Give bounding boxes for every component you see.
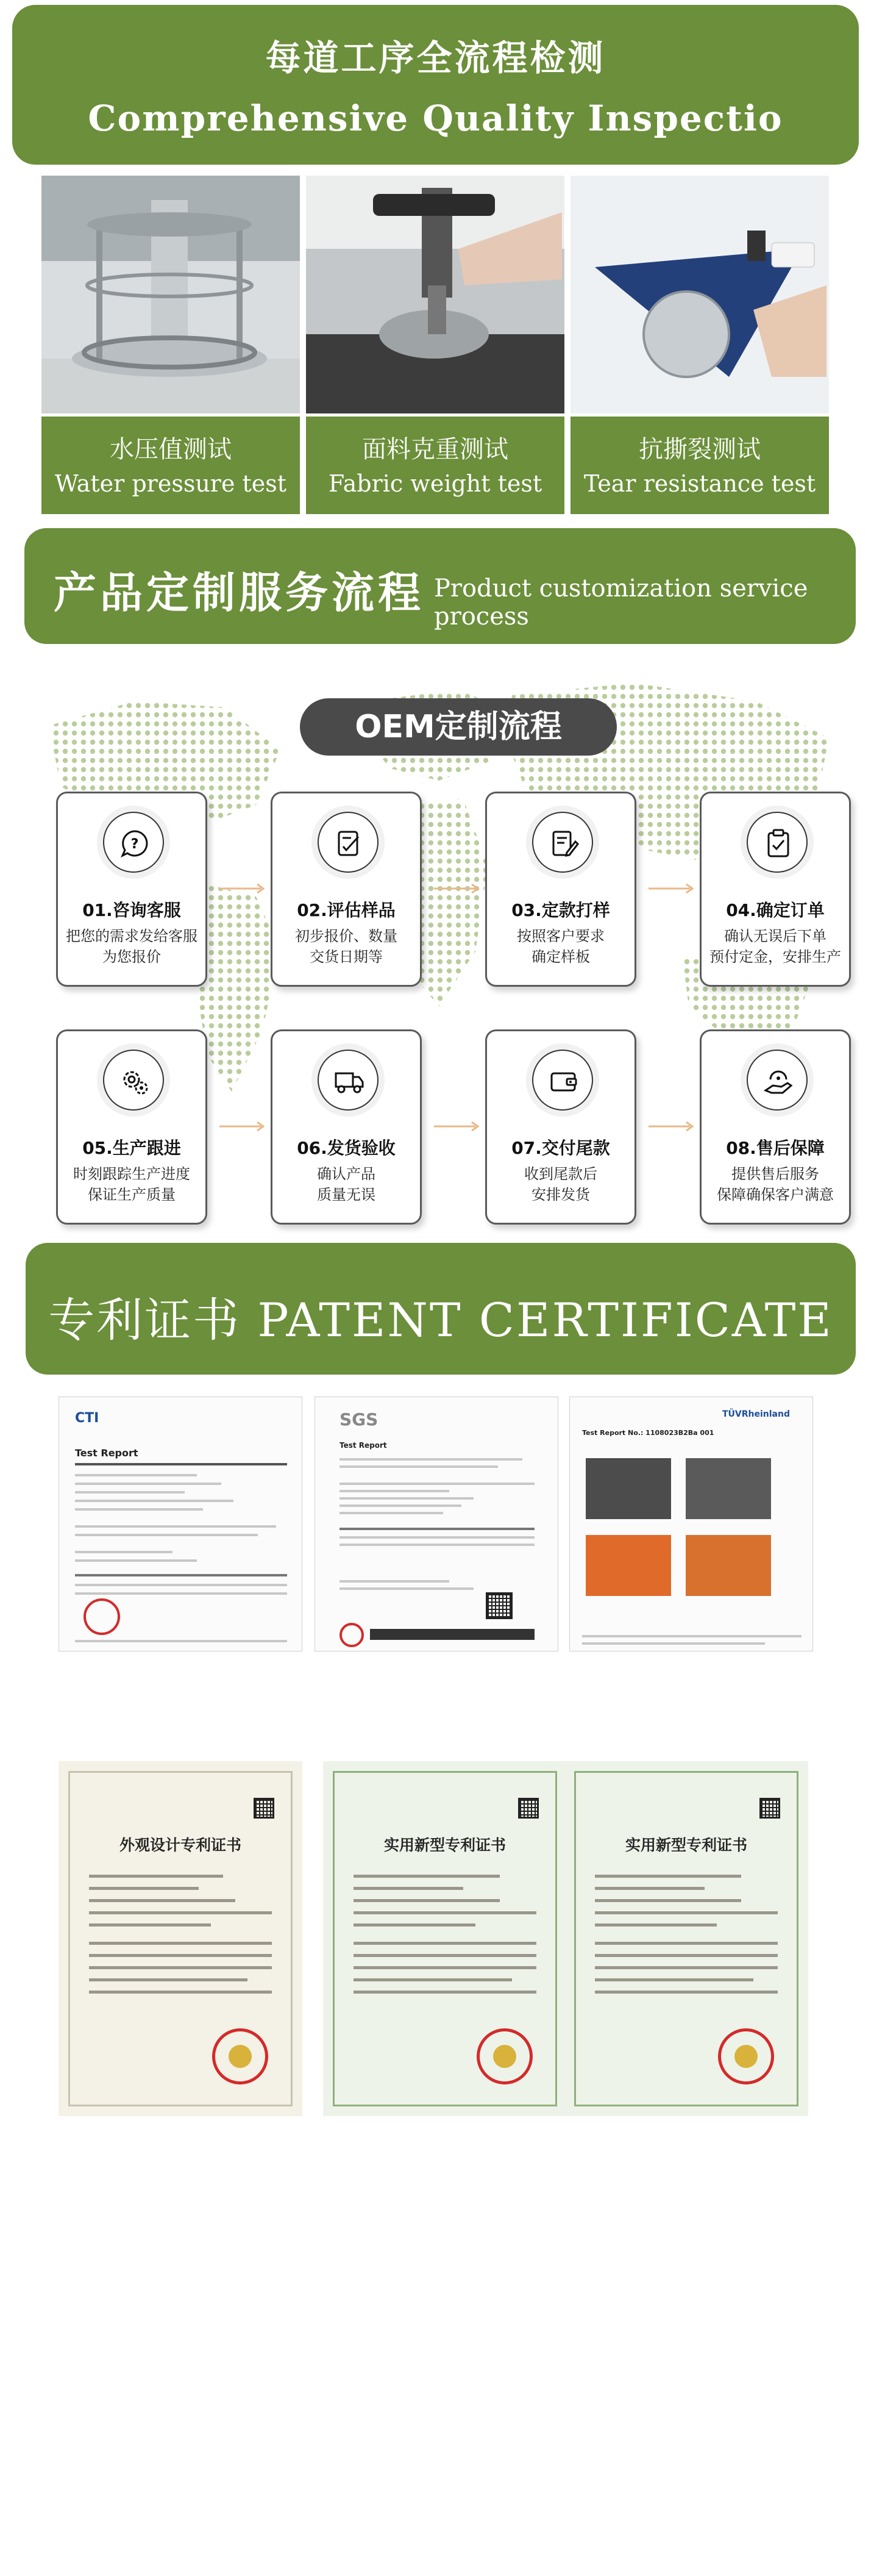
oem-step-4 bbox=[700, 792, 851, 987]
report-stamp bbox=[84, 1598, 120, 1635]
certificate-title: 外观设计专利证书 bbox=[119, 1836, 241, 1854]
oem-title-pill: OEM定制流程 bbox=[300, 698, 617, 756]
edit-document-icon bbox=[318, 812, 379, 873]
report-heading: Test Report bbox=[340, 1441, 387, 1450]
oem-step-desc-2: 保障确保客户满意 bbox=[717, 1186, 834, 1203]
certificate-title: 实用新型专利证书 bbox=[625, 1836, 747, 1854]
arrow-right-icon bbox=[217, 882, 267, 895]
oem-step-1 bbox=[56, 792, 207, 987]
service-title-cn: 产品定制服务流程 bbox=[54, 567, 424, 618]
arrow-right-icon bbox=[646, 882, 696, 895]
fabric-weight-en: Fabric weight test bbox=[328, 470, 542, 497]
oem-step-desc-1: 确认无误后下单 bbox=[724, 928, 827, 945]
qr-code bbox=[486, 1592, 513, 1619]
service-title-en: Product customization service process bbox=[434, 574, 808, 631]
oem-step-title: 03.定款打样 bbox=[511, 900, 610, 920]
oem-step-desc-1: 初步报价、数量 bbox=[295, 928, 397, 945]
sample-photo bbox=[686, 1458, 771, 1519]
report-logo: SGS bbox=[340, 1409, 379, 1429]
arrow-right-icon bbox=[217, 1120, 267, 1132]
oem-step-desc-1: 收到尾款后 bbox=[524, 1165, 597, 1182]
oem-step-title: 08.售后保障 bbox=[726, 1138, 825, 1158]
qr-code bbox=[518, 1798, 539, 1819]
oem-step-desc-1: 确认产品 bbox=[317, 1165, 375, 1182]
report-stamp bbox=[340, 1623, 364, 1647]
water-pressure-caption bbox=[41, 417, 300, 514]
question-chat-icon bbox=[103, 812, 164, 873]
report-heading: Test Report bbox=[75, 1447, 138, 1459]
report-logo: TÜVRheinland bbox=[722, 1409, 790, 1419]
patent-certificate-utility-1 bbox=[323, 1761, 567, 2116]
qr-code bbox=[759, 1798, 780, 1819]
sample-photo bbox=[586, 1458, 671, 1519]
oem-step-6 bbox=[271, 1029, 422, 1225]
document-pen-icon bbox=[532, 812, 593, 873]
oem-process-section bbox=[24, 665, 856, 1250]
oem-step-desc-2: 安排发货 bbox=[531, 1186, 590, 1203]
clipboard-check-icon bbox=[747, 812, 808, 873]
report-logo: CTI bbox=[75, 1411, 99, 1426]
test-report-tuv bbox=[569, 1397, 813, 1651]
tear-resistance-photo bbox=[571, 176, 829, 413]
oem-step-desc-1: 时刻跟踪生产进度 bbox=[73, 1165, 190, 1182]
oem-step-desc-1: 提供售后服务 bbox=[731, 1165, 819, 1182]
oem-step-title: 04.确定订单 bbox=[726, 900, 825, 920]
patent-certificate-design bbox=[59, 1761, 302, 2116]
oem-step-desc-2: 为您报价 bbox=[102, 948, 161, 965]
sample-photo bbox=[686, 1535, 771, 1596]
oem-step-desc-2: 交货日期等 bbox=[310, 948, 383, 965]
oem-step-title: 02.评估样品 bbox=[297, 900, 396, 920]
wallet-icon bbox=[532, 1050, 593, 1111]
oem-step-2 bbox=[271, 792, 422, 987]
oem-step-title: 07.交付尾款 bbox=[511, 1138, 610, 1158]
oem-step-5 bbox=[56, 1029, 207, 1225]
oem-step-desc-1: 把您的需求发给客服 bbox=[66, 928, 197, 945]
water-pressure-photo bbox=[41, 176, 300, 413]
patent-title: 专利证书 PATENT CERTIFICATE bbox=[48, 1293, 833, 1347]
water-pressure-cn: 水压值测试 bbox=[110, 435, 232, 463]
inspection-title-cn: 每道工序全流程检测 bbox=[265, 37, 606, 79]
gears-icon bbox=[103, 1050, 164, 1111]
oem-step-desc-1: 按照客户要求 bbox=[517, 928, 605, 945]
report-heading: Test Report No.: 1108023B2Ba 001 bbox=[582, 1429, 714, 1437]
qr-code bbox=[254, 1798, 274, 1819]
arrow-right-icon bbox=[432, 1120, 482, 1132]
oem-step-desc-2: 确定样板 bbox=[531, 948, 590, 965]
sample-photo bbox=[586, 1535, 671, 1596]
oem-step-title: 01.咨询客服 bbox=[82, 900, 181, 920]
official-seal bbox=[212, 2028, 268, 2084]
fabric-weight-caption bbox=[306, 417, 564, 514]
certificate-title: 实用新型专利证书 bbox=[383, 1836, 506, 1854]
inspection-title-en: Comprehensive Quality Inspectio bbox=[88, 98, 783, 139]
tear-resistance-cn: 抗撕裂测试 bbox=[639, 435, 761, 463]
oem-step-7 bbox=[485, 1029, 636, 1225]
patent-certificate-utility-2 bbox=[564, 1761, 808, 2116]
oem-step-title: 06.发货验收 bbox=[297, 1138, 396, 1158]
tear-resistance-en: Tear resistance test bbox=[583, 470, 816, 497]
svg-text:?: ? bbox=[130, 837, 139, 852]
arrow-right-icon bbox=[646, 1120, 696, 1132]
inspection-banner bbox=[12, 5, 859, 165]
fabric-weight-cn: 面料克重测试 bbox=[362, 435, 508, 463]
oem-step-title: 05.生产跟进 bbox=[82, 1138, 181, 1158]
service-banner bbox=[24, 528, 856, 644]
water-pressure-en: Water pressure test bbox=[54, 470, 287, 497]
oem-step-8 bbox=[700, 1029, 851, 1225]
oem-step-desc-2: 预付定金，安排生产 bbox=[709, 948, 841, 965]
oem-step-desc-2: 保证生产质量 bbox=[88, 1186, 176, 1203]
official-seal bbox=[477, 2028, 533, 2084]
test-report-sgs bbox=[315, 1397, 558, 1651]
tear-resistance-caption bbox=[571, 417, 829, 514]
arrow-right-icon bbox=[432, 882, 482, 895]
oem-step-3 bbox=[485, 792, 636, 987]
official-seal bbox=[718, 2028, 774, 2084]
fabric-weight-photo bbox=[306, 176, 564, 413]
patent-banner bbox=[26, 1243, 856, 1375]
truck-icon bbox=[318, 1050, 379, 1111]
test-report-cti bbox=[59, 1397, 302, 1651]
hand-service-icon bbox=[747, 1050, 808, 1111]
oem-step-desc-2: 质量无误 bbox=[317, 1186, 375, 1203]
